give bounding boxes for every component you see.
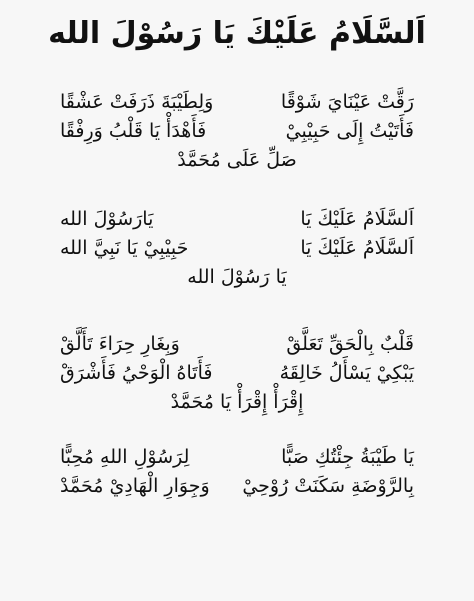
verse-line [60, 330, 414, 359]
verse-line [60, 88, 414, 117]
refrain-text: صَلِّ عَلَى مُحَمَّدْ [177, 149, 297, 171]
poem-title: اَلسَّلَامُ عَلَيْكَ يَا رَسُوْلَ الله [48, 16, 426, 51]
refrain-line [60, 263, 414, 292]
refrain-line [60, 388, 414, 417]
verse-second-half: وَلِطَيْبَةَ ذَرَفَتْ عَشْقًا [60, 91, 214, 113]
refrain-text: إِقْرَأْ إِقْرَأْ يَا مُحَمَّدْ [170, 391, 304, 413]
verse-line [60, 472, 414, 501]
refrain-line [60, 146, 414, 175]
stanza-1 [60, 88, 414, 175]
verse-first-half: اَلسَّلَامُ عَلَيْكَ يَا [300, 208, 414, 230]
verse-second-half: وَجِوَارِ الْهَادِيْ مُحَمَّدْ [60, 475, 210, 497]
verse-first-half: يَبْكِيْ يَسْأَلُ خَالِقَهُ [279, 362, 414, 384]
verse-second-half: حَبِيْبِيْ يَا نَبِيَّ الله [60, 237, 189, 259]
verse-line [60, 359, 414, 388]
verse-second-half: يَارَسُوْلَ الله [60, 208, 154, 230]
stanza-3 [60, 330, 414, 417]
verse-second-half: فَأَهْدَأْ يَا قَلْبُ وَرِفْقًا [60, 120, 207, 142]
verse-first-half: اَلسَّلَامُ عَلَيْكَ يَا [300, 237, 414, 259]
verse-first-half: فَأَتَيْتُ إِلَى حَبِيْبِيْ [285, 120, 414, 142]
verse-second-half: وَبِغَارِ حِرَاءَ تَأَلَّقْ [60, 333, 180, 355]
verse-line [60, 234, 414, 263]
verse-second-half: لِرَسُوْلِ اللهِ مُحِبًّا [60, 446, 190, 468]
verse-second-half: فَأَتَاهُ الْوَحْيُ فَأَشْرَقْ [60, 362, 213, 384]
verse-first-half: بِالرَّوْضَةِ سَكَنَتْ رُوْحِيْ [242, 475, 414, 497]
verse-line [60, 117, 414, 146]
stanza-2 [60, 205, 414, 292]
verse-first-half: قَلْبٌ بِالْحَقِّ تَعَلَّقْ [286, 333, 414, 355]
verse-first-half: يَا طَيْبَةُ جِئْتُكِ صَبًّا [281, 446, 414, 468]
verse-line [60, 205, 414, 234]
verse-line [60, 443, 414, 472]
refrain-text: يَا رَسُوْلَ الله [187, 266, 287, 288]
verse-first-half: رَقَّتْ عَيْنَايَ شَوْقًا [280, 91, 414, 113]
stanza-4 [60, 443, 414, 501]
